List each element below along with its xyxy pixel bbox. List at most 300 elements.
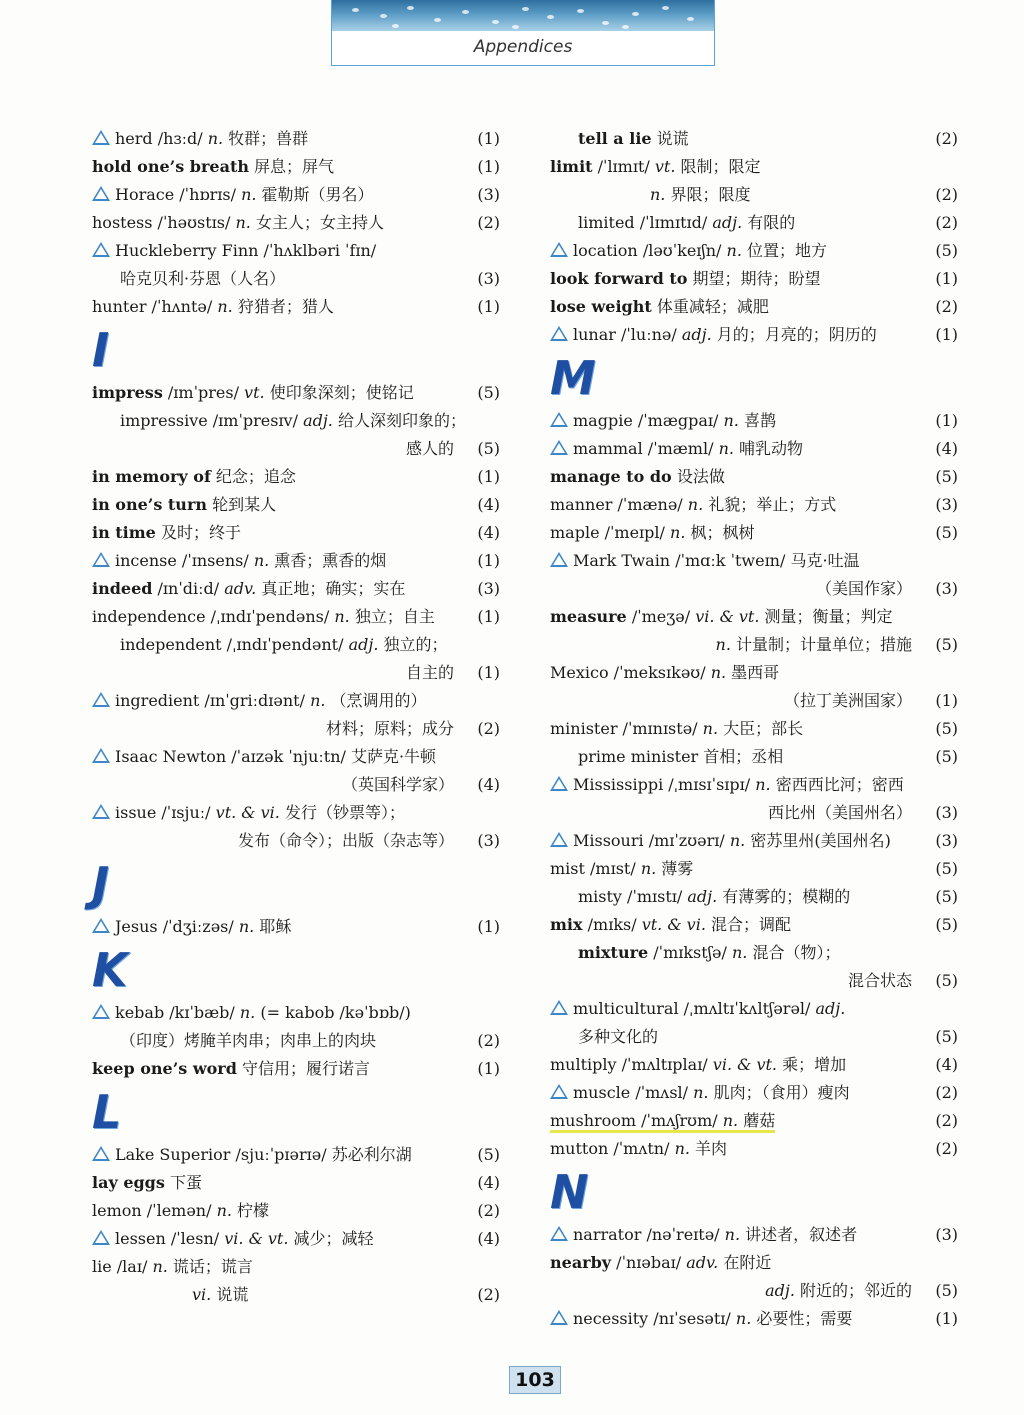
- glossary-entry: [92, 209, 500, 237]
- glossary-entry: [550, 715, 958, 743]
- entry-text: multiply /ˈmʌltɪplaɪ/: [550, 1055, 713, 1074]
- entry-line: [550, 519, 958, 547]
- glossary-entry: [550, 209, 958, 237]
- entry-line: [550, 407, 958, 435]
- glossary-entry: [92, 1225, 500, 1253]
- part-of-speech: n.: [152, 1257, 168, 1276]
- glossary-entry: [92, 913, 500, 941]
- unit-number: (4): [935, 1055, 958, 1074]
- definition: （英国科学家）: [341, 775, 454, 794]
- headword: lay eggs: [92, 1173, 165, 1192]
- part-of-speech: n.: [216, 1201, 232, 1220]
- unit-number: (3): [477, 269, 500, 288]
- entry-text: lemon /ˈlemən/: [92, 1201, 217, 1220]
- entry-line: [92, 913, 500, 941]
- unit-number: (1): [477, 917, 500, 936]
- unit-number: (1): [477, 467, 500, 486]
- definition: 哈克贝利·芬恩（人名）: [120, 269, 286, 288]
- entry-text: lessen /ˈlesn/: [115, 1229, 225, 1248]
- triangle-icon: [550, 1310, 568, 1325]
- page-number: 103: [509, 1366, 561, 1394]
- entry-line: [550, 995, 958, 1023]
- entry-line: [92, 715, 500, 743]
- banner-water-image: [332, 0, 714, 31]
- headword: hold one’s breath: [92, 157, 249, 176]
- entry-text: /ˈnɪəbaɪ/: [611, 1253, 687, 1272]
- definition: 说谎: [651, 129, 689, 148]
- entry-line: [550, 911, 958, 939]
- glossary-entry: [550, 883, 958, 911]
- triangle-icon: [550, 326, 568, 341]
- glossary-entry: [92, 379, 500, 407]
- glossary-entry: [92, 631, 500, 687]
- unit-number: (1): [477, 607, 500, 626]
- entry-text: Jesus /ˈdʒiːzəs/: [115, 917, 239, 936]
- definition: 柠檬: [231, 1201, 270, 1220]
- definition: 熏香；熏香的烟: [269, 551, 387, 570]
- triangle-icon: [92, 1004, 110, 1019]
- part-of-speech: vt. & vi.: [641, 915, 706, 934]
- headword: lose weight: [550, 297, 652, 316]
- entry-line: [92, 519, 500, 547]
- entry-line: [92, 1055, 500, 1083]
- entry-line: [550, 827, 958, 855]
- definition: 混合（物）；: [747, 943, 841, 962]
- definition: 薄雾: [656, 859, 694, 878]
- glossary-entry: [550, 1051, 958, 1079]
- part-of-speech: n.: [726, 241, 742, 260]
- part-of-speech: n.: [207, 129, 224, 148]
- entry-line: [550, 491, 958, 519]
- definition: 自主的: [405, 663, 454, 682]
- headword: in one’s turn: [92, 495, 207, 514]
- entry-line: [92, 659, 500, 687]
- glossary-entry: [550, 153, 958, 209]
- definition: 耶稣: [254, 917, 292, 936]
- triangle-icon: [550, 440, 568, 455]
- entry-line: [550, 265, 958, 293]
- definition: （印度）烤腌羊肉串；肉串上的肉块: [120, 1031, 377, 1050]
- definition: 礼貌；举止；方式: [703, 495, 837, 514]
- definition: 多种文化的: [578, 1027, 659, 1046]
- entry-line: [92, 463, 500, 491]
- unit-number: (2): [477, 213, 500, 232]
- entry-text: /ˈmɪkstʃə/: [648, 943, 732, 962]
- part-of-speech: n.: [687, 495, 704, 514]
- glossary-entry: [550, 547, 958, 603]
- unit-number: (5): [477, 439, 500, 458]
- entry-text: Mark Twain /ˈmɑːk ˈtweɪn/: [573, 551, 791, 570]
- glossary-entry: [92, 575, 500, 603]
- definition: 使印象深刻；使铭记: [264, 383, 414, 402]
- definition: 讲述者，叙述者: [740, 1225, 858, 1244]
- unit-number: (2): [477, 1201, 500, 1220]
- part-of-speech: n.: [640, 859, 657, 878]
- headword: look forward to: [550, 269, 688, 288]
- glossary-entry: [550, 1135, 958, 1163]
- unit-number: (5): [935, 1281, 958, 1300]
- unit-number: (3): [935, 831, 958, 850]
- entry-text: Huckleberry Finn /ˈhʌklbəri ˈfɪn/: [115, 241, 377, 260]
- entry-line: [550, 181, 958, 209]
- entry-text: misty /ˈmɪstɪ/: [578, 887, 688, 906]
- entry-text: lunar /ˈluːnə/: [573, 325, 682, 344]
- glossary-entry: [92, 293, 500, 321]
- entry-text: /mɪks/: [582, 915, 642, 934]
- entry-line: [550, 463, 958, 491]
- entry-line: [92, 1027, 500, 1055]
- triangle-icon: [92, 804, 110, 819]
- unit-number: (2): [935, 129, 958, 148]
- triangle-icon: [92, 186, 110, 201]
- headword: impress: [92, 383, 163, 402]
- section-letter: K: [92, 943, 128, 997]
- definition: 体重减轻；减肥: [651, 297, 769, 316]
- glossary-entry: [92, 463, 500, 491]
- glossary-entry: [550, 743, 958, 771]
- part-of-speech: n.: [715, 635, 731, 654]
- entry-line: [550, 125, 958, 153]
- entry-text: Lake Superior /sjuːˈpɪərɪə/: [115, 1145, 332, 1164]
- entry-text: Mexico /ˈmeksɪkəʊ/: [550, 663, 711, 682]
- definition: 给人深刻印象的；: [332, 411, 466, 430]
- entry-line: [550, 237, 958, 265]
- definition: (= kabob /kəˈbɒb/): [255, 1003, 411, 1022]
- entry-line: [550, 1277, 958, 1305]
- part-of-speech: n.: [241, 185, 257, 204]
- entry-line: [92, 827, 500, 855]
- entry-line: [92, 771, 500, 799]
- unit-number: (1): [935, 1309, 958, 1328]
- triangle-icon: [550, 552, 568, 567]
- unit-number: (2): [935, 1083, 958, 1102]
- entry-line: [92, 1141, 500, 1169]
- unit-number: (5): [935, 241, 958, 260]
- triangle-icon: [92, 1230, 110, 1245]
- glossary-entry: [92, 1141, 500, 1169]
- part-of-speech: vt.: [654, 157, 676, 176]
- definition: 羊肉: [689, 1139, 728, 1158]
- definition: 期望；期待；盼望: [687, 269, 821, 288]
- triangle-icon: [550, 1000, 568, 1015]
- entry-line: [550, 771, 958, 799]
- glossary-entry: [550, 463, 958, 491]
- entry-text: muscle /ˈmʌsl/: [573, 1083, 694, 1102]
- entry-line: [92, 1169, 500, 1197]
- entry-text: minister /ˈmɪnɪstə/: [550, 719, 703, 738]
- entry-line: [92, 181, 500, 209]
- section-letter: N: [550, 1165, 589, 1219]
- entry-text: /ˈmeʒə/: [626, 607, 696, 626]
- entry-text: impressive /ɪmˈpresɪv/: [120, 411, 304, 430]
- entry-line: [550, 939, 958, 967]
- entry-line: [92, 293, 500, 321]
- glossary-entry: [550, 265, 958, 293]
- glossary-entry: [550, 435, 958, 463]
- highlighted-text: [550, 1111, 775, 1133]
- part-of-speech: n.: [722, 1111, 739, 1130]
- glossary-entry: [550, 1249, 958, 1305]
- left-column: [92, 125, 500, 1309]
- definition: 密西西比河；密西: [770, 775, 904, 794]
- entry-line: [550, 321, 958, 349]
- definition: 发布（命令）；出版（杂志等）: [237, 831, 454, 850]
- part-of-speech: n.: [674, 1139, 690, 1158]
- headword: measure: [550, 607, 627, 626]
- headword: mixture: [578, 943, 649, 962]
- unit-number: (1): [477, 551, 500, 570]
- entry-text: necessity /nɪˈsesətɪ/: [573, 1309, 736, 1328]
- glossary-entry: [92, 153, 500, 181]
- entry-text: prime minister: [578, 747, 704, 766]
- part-of-speech: adj.: [765, 1281, 795, 1300]
- unit-number: (1): [477, 1059, 500, 1078]
- headword: limit: [550, 157, 593, 176]
- definition: 肌肉；（食用）瘦肉: [708, 1083, 850, 1102]
- glossary-entry: [550, 1305, 958, 1333]
- entry-text: maple /ˈmeɪpl/: [550, 523, 671, 542]
- unit-number: (1): [935, 411, 958, 430]
- glossary-entry: [550, 237, 958, 265]
- triangle-icon: [92, 748, 110, 763]
- entry-line: [92, 435, 500, 463]
- headword: keep one’s word: [92, 1059, 237, 1078]
- entry-line: [92, 1225, 500, 1253]
- definition: 感人的: [405, 439, 454, 458]
- part-of-speech: n.: [724, 1225, 741, 1244]
- headword: in time: [92, 523, 156, 542]
- entry-text: herd /hɜːd/: [115, 129, 208, 148]
- part-of-speech: vi. & vt.: [712, 1055, 777, 1074]
- triangle-icon: [92, 552, 110, 567]
- entry-line: [550, 209, 958, 237]
- triangle-icon: [92, 692, 110, 707]
- entry-line: [92, 743, 500, 771]
- entry-line: [92, 407, 500, 435]
- glossary-entry: [550, 1079, 958, 1107]
- entry-line: [550, 1305, 958, 1333]
- entry-text: mutton /ˈmʌtn/: [550, 1139, 675, 1158]
- glossary-entry: [92, 743, 500, 799]
- definition: 马克·吐温: [790, 551, 860, 570]
- definition: 及时；终于: [155, 523, 241, 542]
- headword: tell a lie: [578, 129, 652, 148]
- unit-number: (2): [935, 213, 958, 232]
- entry-line: [550, 1051, 958, 1079]
- definition: 艾萨克·牛顿: [350, 747, 437, 766]
- entry-line: [550, 1135, 958, 1163]
- entry-line: [92, 687, 500, 715]
- unit-number: (5): [935, 971, 958, 990]
- unit-number: (5): [935, 859, 958, 878]
- definition: 混合状态: [847, 971, 912, 990]
- part-of-speech: n.: [702, 719, 719, 738]
- definition: 西比州（美国州名）: [767, 803, 912, 822]
- entry-line: [550, 603, 958, 631]
- definition: 密苏里州(美国州名): [745, 831, 891, 850]
- entry-line: [92, 491, 500, 519]
- headword: nearby: [550, 1253, 612, 1272]
- entry-line: [92, 1253, 500, 1281]
- definition: 墨西哥: [726, 663, 780, 682]
- entry-text: incense /ˈɪnsens/: [115, 551, 254, 570]
- entry-line: [550, 967, 958, 995]
- part-of-speech: n.: [235, 213, 251, 232]
- glossary-entry: [550, 321, 958, 349]
- section-letter: M: [550, 351, 596, 405]
- definition: （美国作家）: [815, 579, 912, 598]
- part-of-speech: n.: [310, 691, 326, 710]
- entry-line: [550, 1023, 958, 1051]
- entry-text: Isaac Newton /ˈaɪzək ˈnjuːtn/: [115, 747, 351, 766]
- part-of-speech: n.: [238, 917, 255, 936]
- entry-line: [92, 379, 500, 407]
- definition: 喜鹊: [738, 411, 776, 430]
- unit-number: (1): [477, 129, 500, 148]
- glossary-entry: [92, 603, 500, 631]
- definition: 必要性；需要: [751, 1309, 853, 1328]
- glossary-entry: [550, 125, 958, 153]
- entry-line: [550, 153, 958, 181]
- section-letter: L: [92, 1085, 122, 1139]
- triangle-icon: [550, 1226, 568, 1241]
- glossary-entry: [550, 1107, 958, 1135]
- definition: 霍勒斯（男名）: [256, 185, 374, 204]
- definition: 有限的: [742, 213, 796, 232]
- glossary-entry: [550, 827, 958, 855]
- entry-text: mushroom /ˈmʌʃrʊm/: [550, 1111, 723, 1130]
- unit-number: (4): [477, 1229, 500, 1248]
- glossary-entry: [92, 519, 500, 547]
- part-of-speech: adj.: [348, 635, 379, 654]
- glossary-entry: [92, 237, 500, 293]
- glossary-entry: [550, 491, 958, 519]
- entry-text: lie /laɪ/: [92, 1257, 153, 1276]
- entry-text: independence /ˌɪndɪˈpendəns/: [92, 607, 335, 626]
- glossary-entry: [92, 407, 500, 463]
- glossary-entry: [550, 293, 958, 321]
- definition: 守信用；履行诺言: [236, 1059, 370, 1078]
- entry-text: Mississippi /ˌmɪsɪˈsɪpɪ/: [573, 775, 756, 794]
- glossary-entry: [550, 771, 958, 827]
- definition: 女主人；女主持人: [250, 213, 384, 232]
- entry-line: [550, 855, 958, 883]
- entry-line: [550, 883, 958, 911]
- entry-line: [92, 547, 500, 575]
- glossary-entry: [92, 799, 500, 855]
- glossary-entry: [550, 855, 958, 883]
- unit-number: (2): [935, 185, 958, 204]
- part-of-speech: n.: [755, 775, 771, 794]
- unit-number: (3): [477, 185, 500, 204]
- entry-line: [92, 631, 500, 659]
- part-of-speech: n.: [253, 551, 270, 570]
- definition: 月的；月亮的；阴历的: [711, 325, 877, 344]
- part-of-speech: n.: [239, 1003, 256, 1022]
- part-of-speech: n.: [217, 297, 233, 316]
- entry-line: [550, 1079, 958, 1107]
- entry-text: /ˈlɪmɪt/: [592, 157, 655, 176]
- triangle-icon: [92, 918, 110, 933]
- unit-number: (5): [935, 635, 958, 654]
- glossary-entry: [92, 1253, 500, 1309]
- definition: 说谎: [211, 1285, 249, 1304]
- part-of-speech: n.: [693, 1083, 709, 1102]
- definition: 附近的；邻近的: [794, 1281, 912, 1300]
- unit-number: (1): [477, 157, 500, 176]
- glossary-entry: [550, 995, 958, 1051]
- entry-line: [550, 631, 958, 659]
- definition: 谎话；谎言: [167, 1257, 253, 1276]
- entry-line: [92, 1197, 500, 1225]
- glossary-entry: [550, 407, 958, 435]
- glossary-entry: [92, 125, 500, 153]
- entry-text: ingredient /ɪnˈgriːdɪənt/: [115, 691, 311, 710]
- headword: mix: [550, 915, 583, 934]
- unit-number: (1): [935, 691, 958, 710]
- definition: 蘑菇: [738, 1111, 776, 1130]
- unit-number: (2): [935, 1139, 958, 1158]
- part-of-speech: vt.: [244, 383, 265, 402]
- glossary-entry: [92, 1055, 500, 1083]
- headword: indeed: [92, 579, 153, 598]
- headword: manage to do: [550, 467, 672, 486]
- definition: 有薄雾的；模糊的: [717, 887, 851, 906]
- unit-number: (5): [935, 747, 958, 766]
- glossary-entry: [550, 603, 958, 659]
- entry-text: manner /ˈmænə/: [550, 495, 688, 514]
- entry-text: narrator /nəˈreɪtə/: [573, 1225, 725, 1244]
- unit-number: (2): [935, 297, 958, 316]
- triangle-icon: [550, 242, 568, 257]
- entry-line: [550, 1249, 958, 1277]
- entry-line: [92, 237, 500, 265]
- unit-number: (1): [477, 663, 500, 682]
- definition: 测量；衡量；判定: [759, 607, 893, 626]
- entry-text: kebab /kɪˈbæb/: [115, 1003, 240, 1022]
- entry-line: [92, 209, 500, 237]
- triangle-icon: [550, 832, 568, 847]
- glossary-entry: [92, 687, 500, 743]
- unit-number: (4): [477, 523, 500, 542]
- glossary-entry: [92, 181, 500, 209]
- entry-text: hostess /ˈhəʊstɪs/: [92, 213, 236, 232]
- entry-text: Missouri /mɪˈzʊərɪ/: [573, 831, 730, 850]
- definition: 位置；地方: [741, 241, 828, 260]
- unit-number: (3): [477, 831, 500, 850]
- entry-line: [92, 265, 500, 293]
- header-banner: [331, 0, 715, 66]
- definition: 苏必利尔湖: [331, 1145, 412, 1164]
- definition: 纪念；追念: [210, 467, 296, 486]
- entry-line: [550, 659, 958, 687]
- triangle-icon: [550, 776, 568, 791]
- triangle-icon: [92, 1146, 110, 1161]
- part-of-speech: adv.: [224, 579, 257, 598]
- glossary-entry: [550, 939, 958, 995]
- triangle-icon: [550, 412, 568, 427]
- definition: 真正地；确实；实在: [256, 579, 406, 598]
- entry-line: [92, 999, 500, 1027]
- definition: （烹调用的）: [325, 691, 427, 710]
- part-of-speech: n.: [710, 663, 727, 682]
- unit-number: (2): [477, 1285, 500, 1304]
- entry-text: independent /ˌɪndɪˈpendənt/: [120, 635, 349, 654]
- definition: 狩猎者；猎人: [232, 297, 334, 316]
- definition: 独立的；: [378, 635, 448, 654]
- triangle-icon: [92, 130, 110, 145]
- unit-number: (2): [477, 719, 500, 738]
